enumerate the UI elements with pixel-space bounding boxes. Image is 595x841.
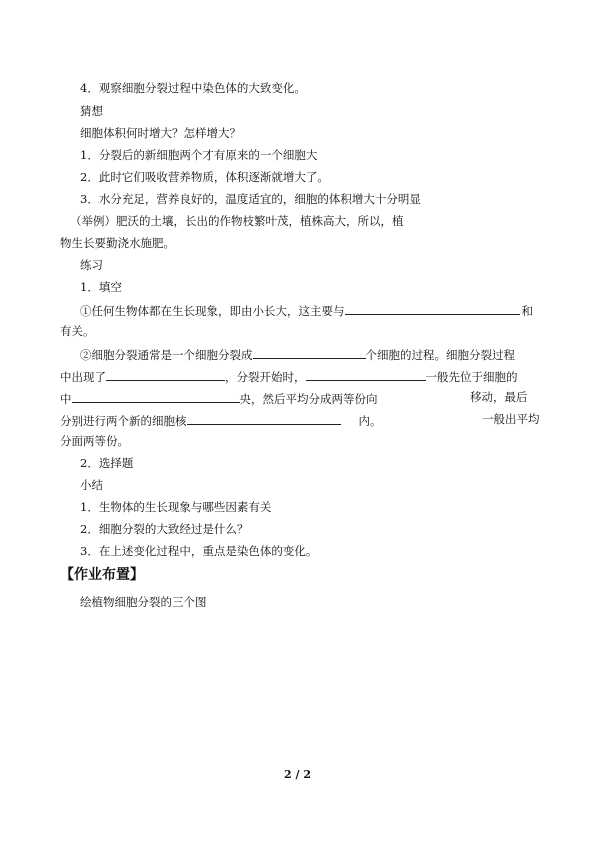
summary-item-3: 3．在上述变化过程中，重点是染色体的变化。 xyxy=(80,544,318,558)
fill-line-5 xyxy=(60,411,382,429)
fill-text-3c: 一般先位于细胞的 xyxy=(425,370,518,384)
heading-multiple-choice: 2．选择题 xyxy=(80,456,134,470)
fill-line-3 xyxy=(60,367,518,385)
heading-hypothesis: 猜想 xyxy=(80,104,103,118)
fill-text-5a: 分别进行两个新的细胞核 xyxy=(60,414,187,428)
blank-field[interactable] xyxy=(72,389,240,403)
fill-line-1 xyxy=(80,301,533,319)
text-line-example: （举例）肥沃的土壤，长出的作物枝繁叶茂，植株高大，所以，植 xyxy=(70,214,404,228)
fill-text-4a: 中 xyxy=(60,392,72,406)
fill-text-1a: ①任何生物体都在生长现象，即由小长大，这主要与 xyxy=(80,304,345,318)
blank-field[interactable] xyxy=(253,345,366,359)
text-line-question: 细胞体积何时增大？怎样增大？ xyxy=(80,126,241,140)
summary-item-1: 1．生物体的生长现象与哪些因素有关 xyxy=(80,500,272,514)
homework-text: 绘植物细胞分裂的三个图 xyxy=(80,595,207,609)
heading-fill-blank: 1．填空 xyxy=(80,280,122,294)
text-line-item-3: 3．水分充足，营养良好的，温度适宜的，细胞的体积增大十分明显 xyxy=(80,192,421,206)
fill-text-2a: ②细胞分裂通常是一个细胞分裂成 xyxy=(80,348,253,362)
fill-text-5c: 一般出平均 xyxy=(482,412,540,426)
text-line-observe: 4．观察细胞分裂过程中染色体的大致变化。 xyxy=(80,81,306,95)
fill-line-5-cont: 分面两等份。 xyxy=(60,434,129,448)
fill-line-2 xyxy=(80,345,515,363)
fill-line-4 xyxy=(60,389,378,407)
blank-field[interactable] xyxy=(187,411,341,425)
fill-text-3b: ，分裂开始时， xyxy=(225,370,306,384)
fill-text-5b: 内。 xyxy=(358,414,382,428)
summary-item-2: 2．细胞分裂的大致经过是什么？ xyxy=(80,522,249,536)
fill-line-1-cont: 有关。 xyxy=(60,324,95,338)
blank-field[interactable] xyxy=(345,301,520,315)
fill-text-4c: 移动，最后 xyxy=(470,390,528,404)
fill-text-3a: 中出现了 xyxy=(60,370,106,384)
heading-summary: 小结 xyxy=(80,478,103,492)
text-line-item-1: 1．分裂后的新细胞两个才有原来的一个细胞大 xyxy=(80,148,318,162)
text-line-item-2: 2．此时它们吸收营养物质，体积逐渐就增大了。 xyxy=(80,170,329,184)
fill-text-2b: 个细胞的过程。细胞分裂过程 xyxy=(365,348,515,362)
text-line-example-cont: 物生长要勤浇水施肥。 xyxy=(60,236,175,250)
fill-text-4b: 央，然后平均分成两等份向 xyxy=(239,392,378,406)
section-title-homework: 【作业布置】 xyxy=(60,567,144,583)
heading-exercise: 练习 xyxy=(80,258,103,272)
blank-field[interactable] xyxy=(106,367,225,381)
page-number: 2 / 2 xyxy=(284,768,311,781)
blank-field[interactable] xyxy=(306,367,426,381)
fill-text-1b: 和 xyxy=(521,304,533,318)
